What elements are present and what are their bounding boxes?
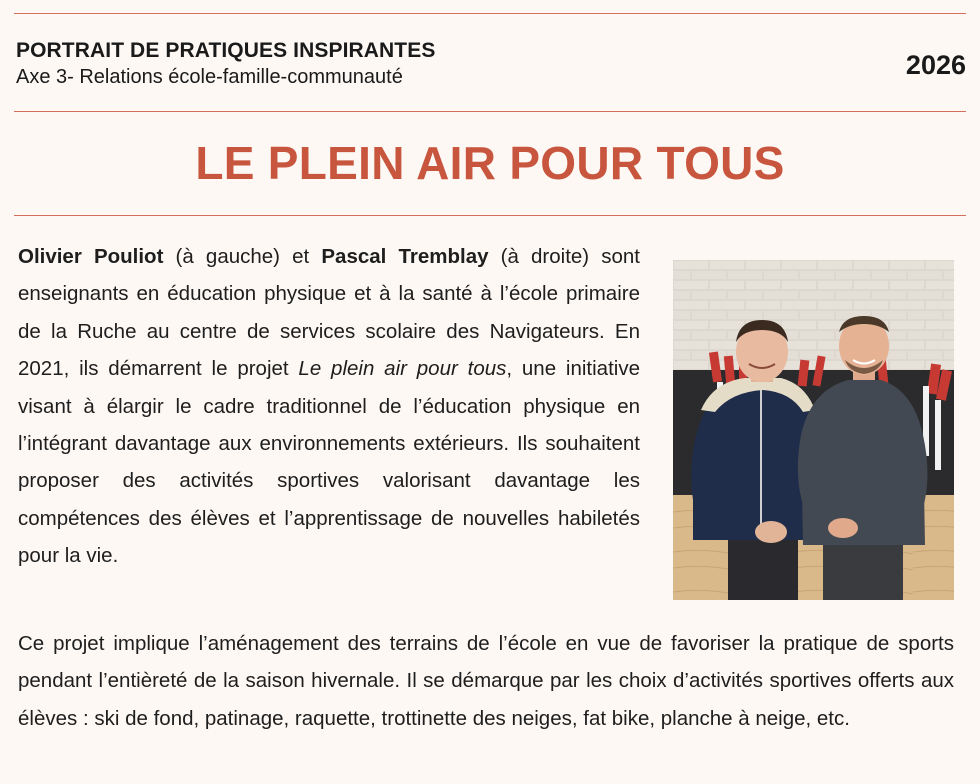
project-name: Le plein air pour tous: [298, 357, 507, 381]
header-year: 2026: [905, 50, 966, 80]
person-name-left: Olivier Pouliot: [18, 245, 164, 268]
page-title: LE PLEIN AIR POUR TOUS: [195, 137, 785, 189]
person-name-right: Pascal Tremblay: [321, 245, 489, 268]
title-rule: [14, 215, 966, 216]
header-title: PORTRAIT DE PRATIQUES INSPIRANTES: [16, 39, 436, 62]
header-block: [16, 38, 435, 90]
intro-text-3: , une initiative visant à élargir le cadre traditionnel de l’éducation physique en l’intégrant davantage aux environnements extérieurs. Ils souhaitent proposer des activités sportives valorisant davantage les compétences des élèves et l’apprentissage de nouvelles habiletés pour la vie.: [18, 357, 640, 568]
intro-text-1: (à gauche) et: [163, 245, 322, 268]
intro-text-2: (à droite) sont enseignants en éducation physique et à la santé à l’école primaire de la Ruche au centre de services scolaire des Navigateurs. En 2021, ils démarrent le projet: [18, 245, 641, 381]
header-subtitle: Axe 3- Relations école-famille-communauté: [16, 66, 403, 88]
teachers-photo: [673, 260, 954, 600]
header-rule: [14, 111, 966, 112]
top-rule: [14, 13, 966, 14]
details-paragraph: Ce projet implique l’aménagement des terrains de l’école en vue de favoriser la pratique de sports pendant l’entièreté de la saison hivernale. Il se démarque par les choix d’activités sportives offerts aux élèves : ski de fond, patinage, raquette, trottinette des neiges, fat bike, planche à neige, etc.: [18, 632, 954, 730]
intro-paragraph: [18, 238, 640, 575]
